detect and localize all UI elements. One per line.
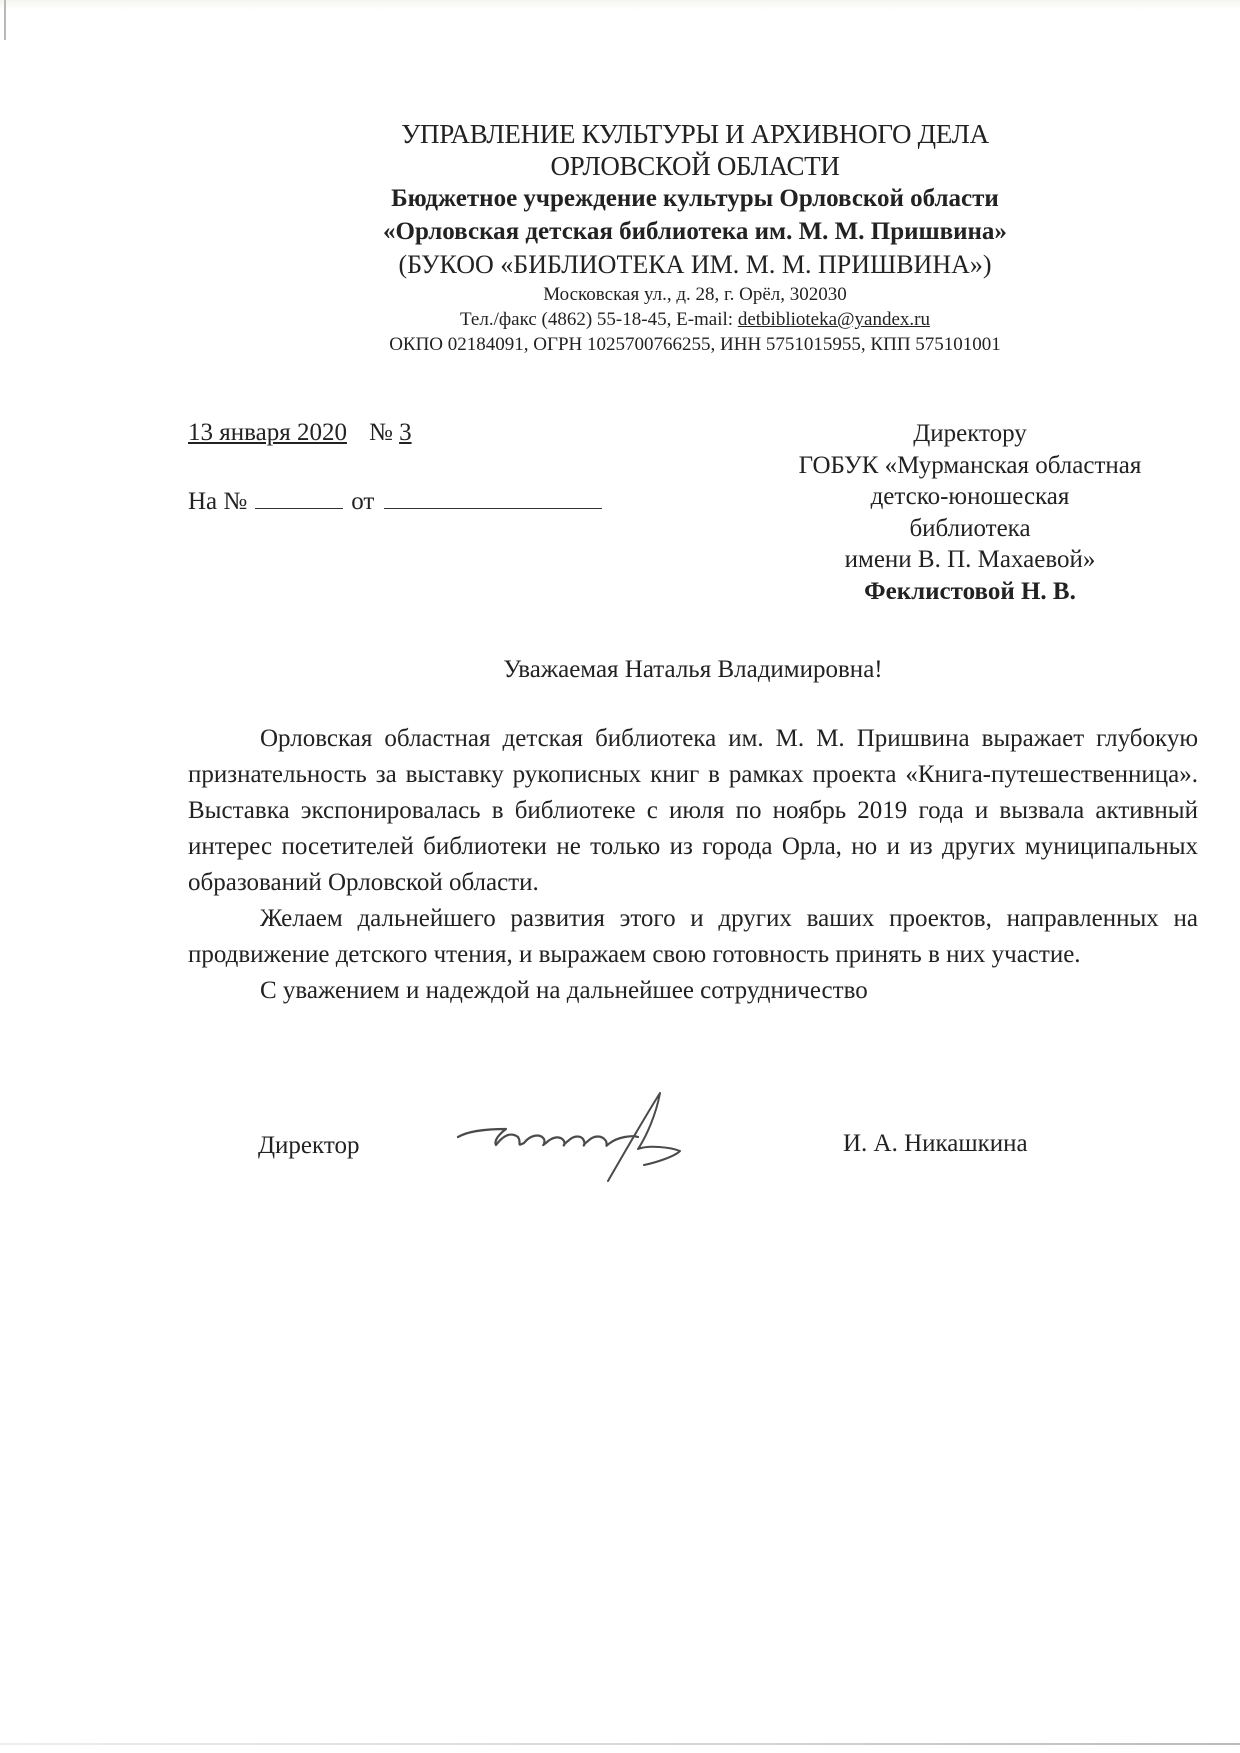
- body-paragraph: Желаем дальнейшего развития этого и других ваших проектов, направленных на продвижение детского чтения, и выражаем свою готовность принять в них участие.: [188, 905, 1198, 968]
- addressee-line: ГОБУК «Мурманская областная: [798, 451, 1142, 479]
- scan-edge-left: [4, 0, 6, 40]
- organization-name-line1: Бюджетное учреждение культуры Орловской области: [391, 185, 999, 212]
- letter-date: 13 января 2020: [188, 419, 347, 446]
- signatory-name: И. А. Никашкина: [843, 1130, 1028, 1157]
- addressee-name: Феклистовой Н. В.: [864, 577, 1076, 605]
- registry-codes: ОКПО 02184091, ОГРН 1025700766255, ИНН 5751015955, КПП 575101001: [389, 334, 1001, 355]
- organization-name-line2: «Орловская детская библиотека им. М. М. Пришвина»: [383, 218, 1007, 245]
- letterhead: [300, 118, 1090, 357]
- salutation: Уважаемая Наталья Владимировна!: [503, 656, 883, 683]
- letter-number: 3: [399, 419, 412, 446]
- scan-edge-top: [0, 0, 1240, 10]
- signature-stroke: [458, 1129, 638, 1146]
- organization-abbreviation: (БУКОО «БИБЛИОТЕКА ИМ. М. М. ПРИШВИНА»): [398, 250, 992, 279]
- outgoing-reference: [188, 418, 412, 448]
- addressee-block: [760, 418, 1180, 607]
- reply-date-blank: [384, 486, 602, 509]
- addressee-line: имени В. П. Махаевой»: [844, 546, 1096, 573]
- closing-phrase: С уважением и надеждой на дальнейшее сотрудничество: [260, 977, 868, 1004]
- handwritten-signature: [448, 1085, 748, 1185]
- signatory-title: Директор: [258, 1132, 360, 1159]
- addressee-line: детско-юношеская: [870, 483, 1070, 510]
- addressee-line: библиотека: [909, 514, 1031, 542]
- body-paragraph: Орловская областная детская библиотека им. М. М. Пришвина выражает глубокую признательность за выставку рукописных книг в рамках проекта «Книга-путешественница». Выставка экспонировалась в библиотеке с июля по ноябрь 2019 года и вызвала активный интерес посетителей библиотеки не только из города Орла, но и из других муниципальных образований Орловской области.: [188, 725, 1198, 896]
- addressee-line: Директору: [913, 420, 1027, 447]
- reply-number-label: На №: [188, 488, 248, 515]
- reply-date-label: от: [351, 488, 375, 515]
- reply-number-blank: [255, 486, 343, 509]
- letter-body: [188, 721, 1198, 1009]
- ministry-name-line1: УПРАВЛЕНИЕ КУЛЬТУРЫ И АРХИВНОГО ДЕЛА: [401, 119, 989, 149]
- signature-stroke: [608, 1093, 680, 1181]
- incoming-reference: [188, 486, 602, 517]
- number-label: №: [368, 419, 393, 446]
- scan-edge-bottom: [0, 1743, 1240, 1745]
- phone-text: Тел./факс (4862) 55-18-45, E-mail:: [460, 309, 738, 330]
- organization-address: Московская ул., д. 28, г. Орёл, 302030: [543, 284, 847, 305]
- ministry-name-line2: ОРЛОВСКОЙ ОБЛАСТИ: [550, 151, 840, 181]
- email-link[interactable]: detbiblioteka@yandex.ru: [737, 309, 930, 330]
- signature-block: [258, 1085, 1158, 1185]
- contact-line: [300, 307, 1090, 332]
